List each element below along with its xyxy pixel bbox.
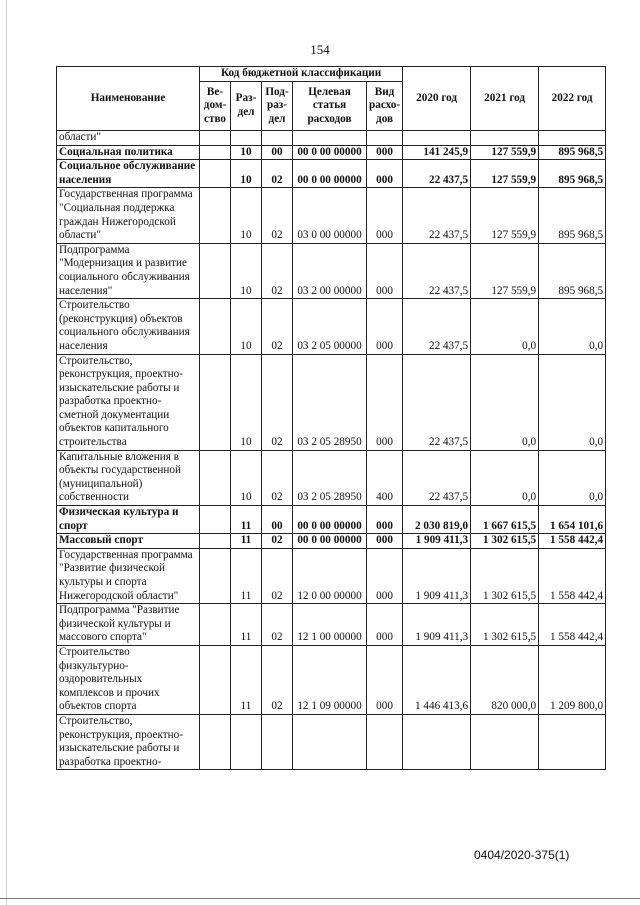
cell-podrazdel: 02 bbox=[262, 160, 293, 188]
cell-name: Строительство физкультурно-оздоровительных комплексов и прочих объектов спорта bbox=[57, 645, 200, 714]
cell-amount-2021: 0,0 bbox=[471, 354, 539, 450]
table-row bbox=[57, 160, 606, 188]
cell-name: области" bbox=[57, 131, 200, 146]
table-row bbox=[57, 714, 606, 769]
header-code-group: Код бюджетной классификации bbox=[200, 67, 403, 82]
table-row bbox=[57, 188, 606, 243]
cell-vedomstvo bbox=[200, 160, 231, 188]
cell-target-article: 12 0 00 00000 bbox=[293, 548, 367, 603]
cell-vedomstvo bbox=[200, 645, 231, 714]
cell-razdel: 11 bbox=[231, 506, 262, 534]
cell-name: Государственная программа "Развитие физической культуры и спорта Нижегородской области" bbox=[57, 548, 200, 603]
cell-expense-type: 000 bbox=[367, 548, 403, 603]
cell-podrazdel: 02 bbox=[262, 354, 293, 450]
cell-amount-2021: 1 667 615,5 bbox=[471, 506, 539, 534]
cell-target-article: 12 1 09 00000 bbox=[293, 645, 367, 714]
cell-expense-type: 000 bbox=[367, 299, 403, 354]
table-row bbox=[57, 450, 606, 505]
cell-podrazdel: 02 bbox=[262, 188, 293, 243]
cell-vedomstvo bbox=[200, 450, 231, 505]
cell-razdel: 10 bbox=[231, 450, 262, 505]
cell-amount-2022 bbox=[539, 714, 606, 769]
page-number: 154 bbox=[310, 42, 330, 57]
cell-expense-type: 000 bbox=[367, 160, 403, 188]
cell-podrazdel: 02 bbox=[262, 534, 293, 549]
cell-razdel: 10 bbox=[231, 299, 262, 354]
cell-amount-2022: 1 209 800,0 bbox=[539, 645, 606, 714]
table-row bbox=[57, 131, 606, 146]
cell-amount-2020: 22 437,5 bbox=[403, 450, 471, 505]
table-row bbox=[57, 354, 606, 450]
cell-amount-2022: 0,0 bbox=[539, 354, 606, 450]
cell-amount-2020: 22 437,5 bbox=[403, 160, 471, 188]
header-year-2022: 2022 год bbox=[539, 67, 606, 131]
cell-target-article: 03 2 00 00000 bbox=[293, 243, 367, 298]
header-vedomstvo-line: Ве- bbox=[206, 85, 224, 98]
header-name: Наименование bbox=[57, 67, 200, 131]
cell-razdel bbox=[231, 131, 262, 146]
cell-razdel: 10 bbox=[231, 188, 262, 243]
cell-target-article: 12 1 00 00000 bbox=[293, 604, 367, 646]
table-row bbox=[57, 145, 606, 160]
cell-razdel bbox=[231, 714, 262, 769]
cell-amount-2020: 22 437,5 bbox=[403, 354, 471, 450]
cell-expense-type: 000 bbox=[367, 354, 403, 450]
cell-target-article: 00 0 00 00000 bbox=[293, 506, 367, 534]
cell-expense-type: 000 bbox=[367, 243, 403, 298]
cell-vedomstvo bbox=[200, 299, 231, 354]
header-target-line: статья bbox=[312, 99, 347, 112]
cell-expense-type: 400 bbox=[367, 450, 403, 505]
cell-amount-2021: 0,0 bbox=[471, 450, 539, 505]
header-year-2020: 2020 год bbox=[403, 67, 471, 131]
cell-expense-type: 000 bbox=[367, 604, 403, 646]
cell-amount-2022: 895 968,5 bbox=[539, 145, 606, 160]
cell-vedomstvo bbox=[200, 714, 231, 769]
cell-amount-2021: 1 302 615,5 bbox=[471, 534, 539, 549]
cell-vedomstvo bbox=[200, 604, 231, 646]
cell-expense-type bbox=[367, 714, 403, 769]
table-header bbox=[57, 67, 606, 131]
bottom-rule bbox=[0, 898, 640, 899]
cell-podrazdel: 02 bbox=[262, 604, 293, 646]
cell-podrazdel bbox=[262, 714, 293, 769]
cell-amount-2021: 820 000,0 bbox=[471, 645, 539, 714]
cell-amount-2021 bbox=[471, 714, 539, 769]
table-row bbox=[57, 604, 606, 646]
cell-podrazdel: 00 bbox=[262, 506, 293, 534]
cell-amount-2021: 1 302 615,5 bbox=[471, 548, 539, 603]
cell-vedomstvo bbox=[200, 548, 231, 603]
cell-name: Строительство (реконструкция) объектов социального обслуживания населения bbox=[57, 299, 200, 354]
cell-amount-2020: 1 909 411,3 bbox=[403, 534, 471, 549]
header-vedomstvo-line: ство bbox=[203, 112, 227, 125]
cell-name: Капитальные вложения в объекты государственной (муниципальной) собственности bbox=[57, 450, 200, 505]
cell-vedomstvo bbox=[200, 243, 231, 298]
header-podrazdel-line: дел bbox=[268, 112, 286, 125]
cell-podrazdel bbox=[262, 131, 293, 146]
cell-razdel: 10 bbox=[231, 145, 262, 160]
cell-amount-2021: 127 559,9 bbox=[471, 160, 539, 188]
cell-expense-type: 000 bbox=[367, 534, 403, 549]
cell-razdel: 11 bbox=[231, 548, 262, 603]
cell-name: Социальное обслуживание населения bbox=[57, 160, 200, 188]
header-podrazdel bbox=[262, 82, 293, 131]
table-body bbox=[57, 131, 606, 770]
header-podrazdel-line: Под- bbox=[265, 85, 289, 98]
cell-target-article: 03 2 05 28950 bbox=[293, 354, 367, 450]
cell-amount-2020: 22 437,5 bbox=[403, 243, 471, 298]
cell-vedomstvo bbox=[200, 506, 231, 534]
budget-table bbox=[56, 66, 606, 770]
cell-target-article: 00 0 00 00000 bbox=[293, 145, 367, 160]
cell-amount-2020: 141 245,9 bbox=[403, 145, 471, 160]
cell-amount-2020: 1 909 411,3 bbox=[403, 604, 471, 646]
header-razdel-line: Раз- bbox=[235, 92, 257, 105]
cell-razdel: 11 bbox=[231, 604, 262, 646]
cell-target-article bbox=[293, 714, 367, 769]
scan-edge-line bbox=[6, 0, 7, 905]
cell-name: Физическая культура и спорт bbox=[57, 506, 200, 534]
cell-name: Социальная политика bbox=[57, 145, 200, 160]
cell-podrazdel: 02 bbox=[262, 645, 293, 714]
cell-amount-2022: 1 558 442,4 bbox=[539, 548, 606, 603]
cell-name: Подпрограмма "Развитие физической культуры и массового спорта" bbox=[57, 604, 200, 646]
cell-amount-2022: 895 968,5 bbox=[539, 160, 606, 188]
cell-vedomstvo bbox=[200, 354, 231, 450]
cell-razdel: 10 bbox=[231, 354, 262, 450]
cell-vedomstvo bbox=[200, 188, 231, 243]
header-podrazdel-line: раз- bbox=[266, 99, 288, 112]
cell-amount-2020 bbox=[403, 131, 471, 146]
table-row bbox=[57, 548, 606, 603]
cell-target-article: 03 2 05 00000 bbox=[293, 299, 367, 354]
cell-amount-2021: 127 559,9 bbox=[471, 243, 539, 298]
cell-amount-2022: 1 558 442,4 bbox=[539, 604, 606, 646]
cell-amount-2022: 895 968,5 bbox=[539, 243, 606, 298]
cell-amount-2021: 127 559,9 bbox=[471, 188, 539, 243]
cell-target-article: 03 0 00 00000 bbox=[293, 188, 367, 243]
cell-amount-2021 bbox=[471, 131, 539, 146]
cell-amount-2020: 22 437,5 bbox=[403, 188, 471, 243]
cell-amount-2021: 1 302 615,5 bbox=[471, 604, 539, 646]
header-expense-line: Вид bbox=[374, 85, 395, 98]
cell-amount-2020: 2 030 819,0 bbox=[403, 506, 471, 534]
cell-expense-type: 000 bbox=[367, 188, 403, 243]
cell-razdel: 10 bbox=[231, 160, 262, 188]
cell-name: Строительство, реконструкция, проектно-изыскательские работы и разработка проектно-сметной документации объектов капитального строительства bbox=[57, 354, 200, 450]
table-row bbox=[57, 645, 606, 714]
cell-podrazdel: 02 bbox=[262, 299, 293, 354]
cell-razdel: 10 bbox=[231, 243, 262, 298]
header-expense-line: дов bbox=[376, 112, 394, 125]
cell-podrazdel: 02 bbox=[262, 450, 293, 505]
cell-podrazdel: 02 bbox=[262, 548, 293, 603]
cell-expense-type: 000 bbox=[367, 145, 403, 160]
cell-amount-2022: 1 558 442,4 bbox=[539, 534, 606, 549]
cell-amount-2020: 22 437,5 bbox=[403, 299, 471, 354]
cell-name: Государственная программа "Социальная поддержка граждан Нижегородской области" bbox=[57, 188, 200, 243]
cell-amount-2022: 0,0 bbox=[539, 450, 606, 505]
header-razdel-line: дел bbox=[237, 106, 255, 118]
cell-name: Строительство, реконструкция, проектно-изыскательские работы и разработка проектно- bbox=[57, 714, 200, 769]
header-expense-line: расхо- bbox=[369, 99, 401, 112]
cell-amount-2022: 895 968,5 bbox=[539, 188, 606, 243]
cell-target-article bbox=[293, 131, 367, 146]
cell-razdel: 11 bbox=[231, 645, 262, 714]
table-row bbox=[57, 506, 606, 534]
cell-amount-2022 bbox=[539, 131, 606, 146]
table-row bbox=[57, 243, 606, 298]
cell-amount-2022: 1 654 101,6 bbox=[539, 506, 606, 534]
cell-name: Подпрограмма "Модернизация и развитие социального обслуживания населения" bbox=[57, 243, 200, 298]
cell-target-article: 00 0 00 00000 bbox=[293, 160, 367, 188]
cell-amount-2021: 127 559,9 bbox=[471, 145, 539, 160]
header-expense-type bbox=[367, 82, 403, 131]
header-razdel bbox=[231, 82, 262, 131]
cell-amount-2020 bbox=[403, 714, 471, 769]
cell-expense-type: 000 bbox=[367, 506, 403, 534]
cell-podrazdel: 00 bbox=[262, 145, 293, 160]
cell-amount-2022: 0,0 bbox=[539, 299, 606, 354]
cell-podrazdel: 02 bbox=[262, 243, 293, 298]
header-vedomstvo bbox=[200, 82, 231, 131]
table-row bbox=[57, 534, 606, 549]
header-vedomstvo-line: дом- bbox=[203, 99, 227, 112]
cell-expense-type: 000 bbox=[367, 645, 403, 714]
cell-name: Массовый спорт bbox=[57, 534, 200, 549]
header-target-line: расходов bbox=[307, 112, 352, 125]
cell-vedomstvo bbox=[200, 534, 231, 549]
table-row bbox=[57, 299, 606, 354]
header-target-article bbox=[293, 82, 367, 131]
header-year-2021: 2021 год bbox=[471, 67, 539, 131]
cell-vedomstvo bbox=[200, 145, 231, 160]
header-target-line: Целевая bbox=[308, 85, 351, 98]
cell-target-article: 00 0 00 00000 bbox=[293, 534, 367, 549]
cell-vedomstvo bbox=[200, 131, 231, 146]
cell-target-article: 03 2 05 28950 bbox=[293, 450, 367, 505]
cell-amount-2021: 0,0 bbox=[471, 299, 539, 354]
cell-amount-2020: 1 909 411,3 bbox=[403, 548, 471, 603]
cell-amount-2020: 1 446 413,6 bbox=[403, 645, 471, 714]
document-code: 0404/2020-375(1) bbox=[474, 848, 570, 862]
cell-razdel: 11 bbox=[231, 534, 262, 549]
cell-expense-type bbox=[367, 131, 403, 146]
